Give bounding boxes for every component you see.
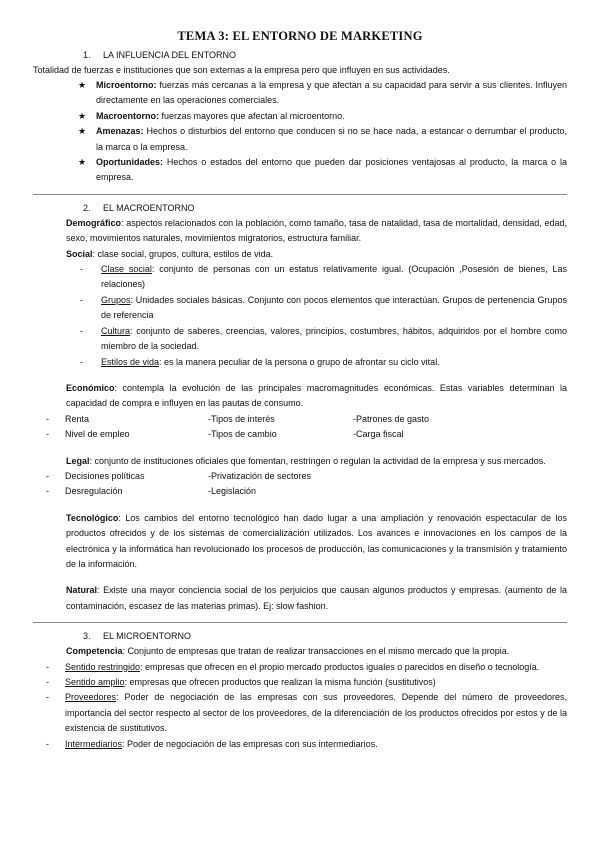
term-text: : Conjunto de empresas que tratan de realizar transacciones en el mismo mercado que la propia. — [122, 646, 510, 657]
term-label: Oportunidades: — [96, 157, 163, 168]
list-item — [33, 737, 567, 752]
section-1-heading — [83, 48, 567, 63]
dash-bullet: - — [80, 294, 83, 305]
economico-cell: -Carga fiscal — [353, 429, 404, 440]
list-item — [78, 78, 567, 109]
social-list — [33, 262, 567, 370]
term-text: : empresas que ofrecen productos que realizan la misma función (sustitutivos) — [124, 676, 436, 687]
star-bullet-icon: ★ — [78, 157, 87, 168]
dash-bullet: - — [46, 429, 49, 440]
term-label: Intermediarios — [65, 738, 123, 749]
social-paragraph — [66, 247, 567, 262]
term-text: : conjunto de saberes, creencias, valores, principios, costumbres, hábitos, adquiridos por el hombre como miembro de la sociedad. — [101, 325, 567, 352]
term-label: Macroentorno: — [96, 110, 159, 121]
term-text: Hechos o estados del entorno que pueden dar posiciones ventajosas al producto, la marca o la empresa. — [96, 157, 567, 183]
term-text: : Poder de negociación de las empresas con sus proveedores. Depende del número de proveedores, importancia del sector respecto al sector de los proveedores, de la diferenciación de los productos ofrecidos por estos y de la existencia de sustitutivos. — [65, 692, 567, 734]
term-label: Clase social — [101, 264, 152, 275]
term-label: Grupos — [101, 294, 131, 305]
term-text: Hechos o disturbios del entorno que conducen si no se hace nada, a estancar o derrumbar el producto, la marca o la empresa. — [96, 126, 567, 152]
term-text: : empresas que ofrecen en el propio mercado productos iguales o parecidos en diseño o tecnología. — [140, 661, 540, 672]
economico-cell: Nivel de empleo — [65, 429, 130, 440]
microentorno-list — [33, 660, 567, 752]
term-label: Social — [66, 248, 93, 259]
document-title: TEMA 3: EL ENTORNO DE MARKETING — [177, 29, 423, 43]
list-item — [78, 124, 567, 155]
dash-bullet: - — [46, 692, 49, 703]
dash-bullet: - — [46, 486, 49, 497]
term-text: : conjunto de instituciones oficiales que fomentan, restringen o regulan la actividad de la empresa y sus mercados. — [89, 455, 546, 466]
section-3-title: EL MICROENTORNO — [103, 631, 192, 642]
term-label: Estilos de vida — [101, 356, 160, 367]
term-label: Tecnológico — [66, 512, 119, 523]
dash-bullet: - — [46, 413, 49, 424]
list-item — [66, 324, 567, 355]
dash-bullet: - — [46, 676, 49, 687]
natural-paragraph — [66, 583, 567, 614]
list-item — [66, 293, 567, 324]
list-item — [78, 155, 567, 186]
section-3-heading — [83, 629, 567, 644]
legal-cell: -Legislación — [208, 486, 257, 497]
economico-cell: -Tipos de interés — [208, 413, 275, 424]
section-3-number: 3. — [83, 631, 91, 642]
section-2-title: EL MACROENTORNO — [103, 202, 195, 213]
section-1-number: 1. — [83, 50, 91, 60]
term-text: fuerzas mayores que afectan al microentorno. — [159, 110, 345, 121]
legal-cell: Desregulación — [65, 486, 123, 497]
term-text: : Los cambios del entorno tecnológico han dado lugar a una ampliación y renovación espectacular de los productos ofrecidos y de los sistemas de comercialización utilizados. Los avances e innovaciones en los campos de la electrónica y la informática han revolucionado los procesos de producción, las comunicaciones y la transmisión y tratamiento de la información. — [66, 512, 567, 569]
dash-bullet: - — [80, 325, 83, 336]
legal-cell: Decisiones políticas — [65, 470, 145, 481]
term-text: : Existe una mayor conciencia social de los perjuicios que causan algunos productos y empresas. (aumento de la contaminación, escasez de las materias primas). Ej: slow fashion. — [66, 585, 567, 611]
term-label: Económico — [66, 382, 115, 393]
term-text: : Unidades sociales básicas. Conjunto con pocos elementos que interactúan. Grupos de pertenencia Grupos de referencia — [101, 294, 567, 321]
dash-bullet: - — [80, 264, 83, 275]
legal-row — [33, 484, 567, 499]
term-text: : contempla la evolución de las principales macromagnitudes económicas. Estas variables determinan la capacidad de compra e influyen en las pautas de consumo. — [66, 382, 567, 409]
dash-bullet: - — [46, 738, 49, 749]
list-item — [33, 690, 567, 736]
star-bullet-icon: ★ — [78, 80, 87, 90]
dash-bullet: - — [80, 356, 83, 367]
term-label: Sentido amplio — [65, 676, 125, 687]
list-item — [66, 262, 567, 293]
legal-paragraph — [66, 454, 567, 469]
term-text: : Poder de negociación de las empresas con sus intermediarios. — [122, 738, 378, 749]
section-2-number: 2. — [83, 202, 91, 213]
term-label: Demográfico — [66, 217, 122, 228]
dash-bullet: - — [46, 470, 49, 481]
economico-cell: -Tipos de cambio — [208, 429, 277, 440]
list-item — [78, 109, 567, 124]
term-label: Amenazas: — [96, 126, 144, 137]
section-1-title: LA INFLUENCIA DEL ENTORNO — [103, 50, 237, 60]
term-label: Natural — [66, 585, 98, 596]
term-label: Competencia — [66, 646, 123, 657]
economico-paragraph — [66, 381, 567, 412]
section-1-list — [33, 78, 567, 186]
economico-row — [33, 412, 567, 427]
section-divider — [33, 622, 567, 623]
term-text: fuerzas más cercanas a la empresa y que afectan a su capacidad para servir a sus clientes. Influyen directamente en las operaciones comerciales. — [96, 80, 567, 106]
section-divider — [33, 194, 567, 195]
list-item — [33, 660, 567, 675]
section-1-intro: Totalidad de fuerzas e instituciones que son externas a la empresa pero que influyen en sus actividades. — [33, 65, 450, 75]
term-label: Cultura — [101, 325, 131, 336]
star-bullet-icon: ★ — [78, 110, 87, 121]
competencia-paragraph — [66, 644, 567, 659]
list-item — [33, 675, 567, 690]
term-text: : aspectos relacionados con la población, como tamaño, tasa de natalidad, tasa de mortalidad, densidad, edad, sexo, movimientos naturales, movimientos migratorios, estructura familiar. — [66, 217, 567, 244]
term-text: : clase social, grupos, cultura, estilos de vida. — [92, 248, 274, 259]
legal-row — [33, 469, 567, 484]
economico-cell: -Patrones de gasto — [353, 413, 430, 424]
term-text: : es la manera peculiar de la persona o grupo de afrontar su ciclo vital. — [159, 356, 440, 367]
tecnologico-paragraph — [66, 511, 567, 573]
demografico-paragraph — [66, 216, 567, 247]
economico-cell: Renta — [65, 413, 90, 424]
economico-row — [33, 427, 567, 442]
term-label: Sentido restringido — [65, 661, 141, 672]
term-label: Microentorno: — [96, 80, 157, 90]
section-2-heading — [83, 201, 567, 216]
term-label: Legal — [66, 455, 90, 466]
term-text: : conjunto de personas con un estatus relativamente igual. (Ocupación ,Posesión de bienes, Las relaciones) — [101, 264, 567, 290]
legal-cell: -Privatización de sectores — [208, 470, 312, 481]
list-item — [66, 355, 567, 370]
dash-bullet: - — [46, 661, 49, 672]
star-bullet-icon: ★ — [78, 126, 87, 137]
term-label: Proveedores — [65, 692, 117, 703]
